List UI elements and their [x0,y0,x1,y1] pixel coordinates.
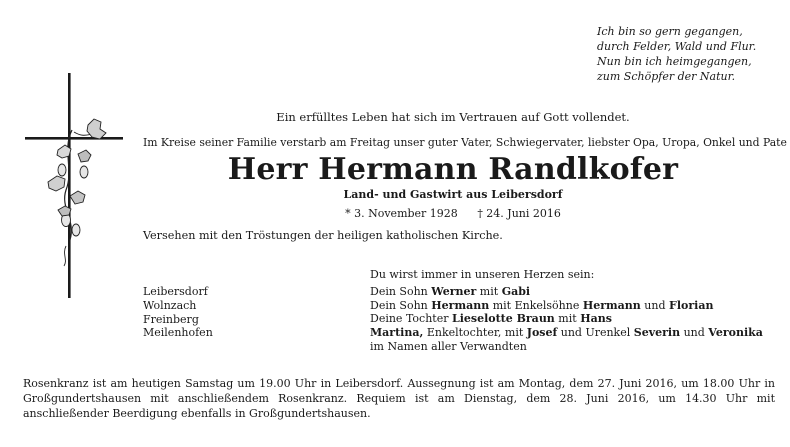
cross-with-hops-icon [22,70,132,300]
mourner-text: Deine Tochter [370,312,452,326]
family-line: Im Kreise seiner Familie verstarb am Freitag unser guter Vater, Schwiegervater, liebster Opa, Uropa, Onkel und Pate [143,136,787,149]
poem-line: durch Felder, Wald und Flur. [597,40,757,53]
mourner-name: Josef [526,326,558,340]
mourner-text: und [680,326,709,340]
places-list [143,285,213,340]
mourner-text: Enkeltochter, mit [423,326,527,340]
mourner-name: Hermann [582,298,641,312]
mourner-name: Hermann [431,298,490,312]
mourner-text: mit [476,284,502,298]
funeral-details: Rosenkranz ist am heutigen Samstag um 19.00 Uhr in Leibersdorf. Aussegnung ist am Montag, dem 27. Juni 2016, um 18.00 Uhr in Großgundertshausen mit anschließendem Rosenkranz. Requiem ist am Dienstag, dem 28. Juni 2016, um 14.30 Uhr mit anschließender Beerdigung ebenfalls in Großgundertshausen. [23,377,775,420]
mourner-name: Werner [431,284,477,298]
mourner-name: Florian [669,298,714,312]
mourner-row [370,312,763,326]
mourner-row [370,326,763,340]
mourner-name: Hans [580,312,612,326]
poem-line: zum Schöpfer der Natur. [597,70,736,83]
mourner-name: Martina, [370,326,424,340]
life-dates [143,207,763,220]
mourner-text: Dein Sohn [370,284,432,298]
mourner-name: Gabi [501,284,531,298]
mourner-name: Severin [633,326,681,340]
mourners-header: Du wirst immer in unseren Herzen sein: [370,268,595,281]
intro-text: Ein erfülltes Leben hat sich im Vertrauen auf Gott vollendet. [276,110,630,124]
poem [597,24,777,84]
place-item: Wolnzach [143,298,197,312]
poem-line: Nun bin ich heimgegangen, [597,55,752,68]
mourner-row [370,340,763,354]
mourner-name: Veronika [708,326,763,340]
mourner-text: im Namen aller Verwandten [370,339,527,353]
place-item: Freinberg [143,312,199,326]
mourner-name: Lieselotte Braun [451,312,555,326]
deceased-name: Herr Hermann Randlkofer [227,152,679,187]
mourner-text: und Urenkel [557,326,634,340]
death-date: † 24. Juni 2016 [477,207,561,220]
birth-date: * 3. November 1928 [345,207,458,220]
mourner-text: und [640,298,670,312]
mourner-text: mit Enkelsöhne [489,298,583,312]
mourners-list [370,268,763,354]
mourner-text: mit [554,312,581,326]
sacrament-text: Versehen mit den Tröstungen der heiligen katholischen Kirche. [143,229,503,242]
mourner-text: Dein Sohn [370,298,432,312]
mourner-row [370,285,763,299]
deceased-occupation: Land- und Gastwirt aus Leibersdorf [343,188,563,201]
place-item: Leibersdorf [143,285,208,298]
mourner-row [370,299,763,313]
place-item: Meilenhofen [143,326,213,340]
poem-line: Ich bin so gern gegangen, [597,25,743,38]
